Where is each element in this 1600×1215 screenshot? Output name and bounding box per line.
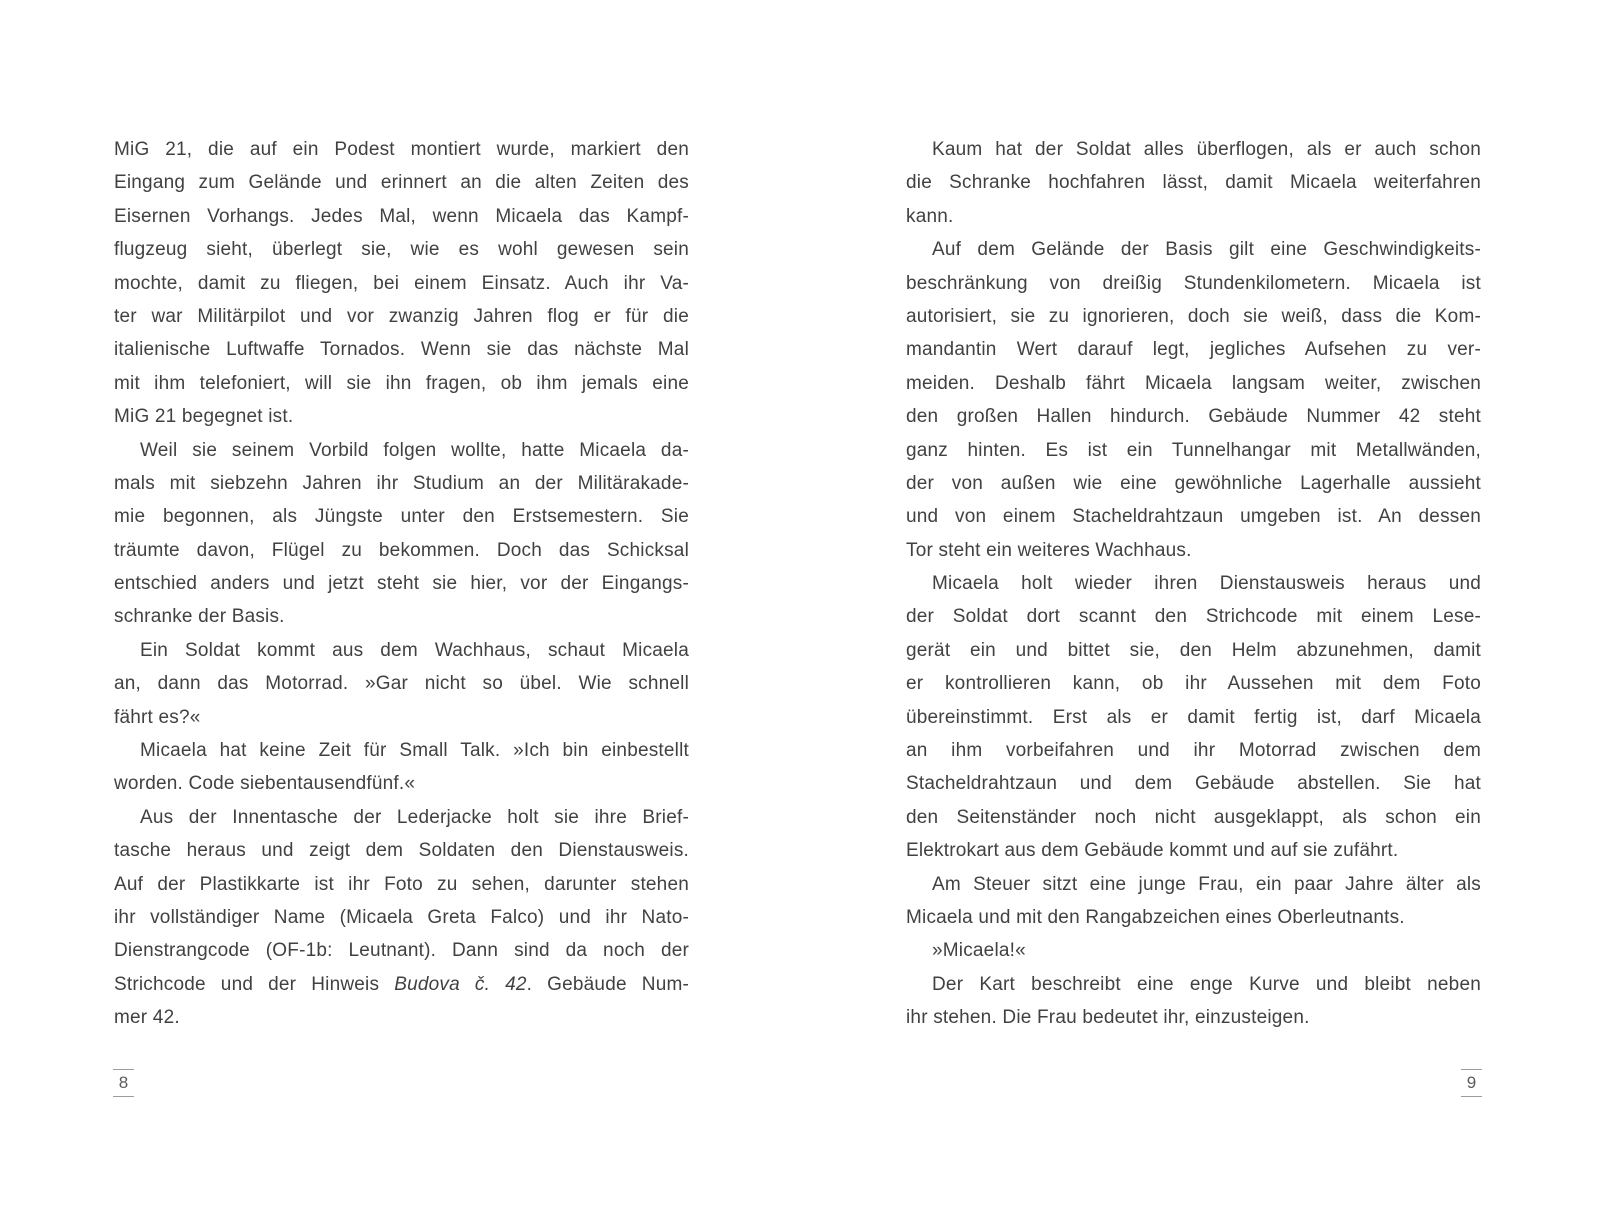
text-line: »Micaela!« xyxy=(932,940,1026,962)
right-page-number xyxy=(1461,1069,1482,1097)
text-line: Am Steuer sitzt eine junge Frau, ein paar Jahre älter als xyxy=(932,873,1481,895)
text-line: Tor steht ein weiteres Wachhaus. xyxy=(906,539,1192,561)
italic-text: Budova č. 42 xyxy=(394,973,527,995)
text-line: mochte, damit zu fliegen, bei einem Einsatz. Auch ihr Va- xyxy=(114,272,689,294)
text-line: MiG 21, die auf ein Podest montiert wurde, markiert den xyxy=(114,139,689,160)
text-line: mer 42. xyxy=(114,1007,180,1029)
text-line: ganz hinten. Es ist ein Tunnelhangar mit Metallwänden, xyxy=(906,439,1481,461)
text-line: ihr vollständiger Name (Micaela Greta Falco) und ihr Nato- xyxy=(114,906,689,928)
text-line: die Schranke hochfahren lässt, damit Micaela weiterfahren xyxy=(906,172,1481,194)
text-line: Eingang zum Gelände und erinnert an die alten Zeiten des xyxy=(114,172,689,194)
text-line: Micaela und mit den Rangabzeichen eines Oberleutnants. xyxy=(906,906,1405,928)
page-number-value: 9 xyxy=(1466,1073,1477,1092)
text-line: an ihm vorbeifahren und ihr Motorrad zwischen dem xyxy=(906,740,1481,762)
text-line: meiden. Deshalb fährt Micaela langsam weiter, zwischen xyxy=(906,372,1481,394)
text-line: an, dann das Motorrad. »Gar nicht so übel. Wie schnell xyxy=(114,673,689,695)
text-line: Strichcode und der Hinweis Budova č. 42. Gebäude Num- xyxy=(114,973,690,995)
text-line: Auf dem Gelände der Basis gilt eine Geschwindigkeits- xyxy=(932,239,1481,261)
text-line: mie begonnen, als Jüngste unter den Erstsemestern. Sie xyxy=(114,506,689,528)
text-line: beschränkung von dreißig Stundenkilometern. Micaela ist xyxy=(906,272,1481,294)
text-line: den Seitenständer noch nicht ausgeklappt, als schon ein xyxy=(906,806,1481,828)
text-line: schranke der Basis. xyxy=(114,606,285,628)
text-line: der von außen wie eine gewöhnliche Lagerhalle aussieht xyxy=(906,472,1481,494)
text-line: Elektrokart aus dem Gebäude kommt und auf sie zufährt. xyxy=(906,840,1399,862)
text-line: er kontrollieren kann, ob ihr Aussehen mit dem Foto xyxy=(906,673,1481,695)
text-line: und von einem Stacheldrahtzaun umgeben ist. An dessen xyxy=(906,506,1481,528)
text-line: den großen Hallen hindurch. Gebäude Nummer 42 steht xyxy=(906,406,1481,428)
text-line: der Soldat dort scannt den Strichcode mit einem Lese- xyxy=(906,606,1481,628)
text-line: ter war Militärpilot und vor zwanzig Jahren flog er für die xyxy=(114,305,689,327)
text-line: Auf der Plastikkarte ist ihr Foto zu sehen, darunter stehen xyxy=(114,873,689,895)
text-line: Eisernen Vorhangs. Jedes Mal, wenn Micaela das Kampf- xyxy=(114,205,689,227)
text-line: flugzeug sieht, überlegt sie, wie es wohl gewesen sein xyxy=(114,239,689,261)
text-line: worden. Code siebentausendfünf.« xyxy=(114,773,416,795)
text-line: italienische Luftwaffe Tornados. Wenn sie das nächste Mal xyxy=(114,339,689,361)
left-page-text xyxy=(114,133,689,1035)
text-line: Aus der Innentasche der Lederjacke holt sie ihre Brief- xyxy=(140,806,689,828)
text-line: Stacheldrahtzaun und dem Gebäude abstellen. Sie hat xyxy=(906,773,1481,795)
text-line: gerät ein und bittet sie, den Helm abzunehmen, damit xyxy=(906,639,1481,661)
text-line: Dienstrangcode (OF-1b: Leutnant). Dann sind da noch der xyxy=(114,940,689,962)
text-line: ihr stehen. Die Frau bedeutet ihr, einzusteigen. xyxy=(906,1007,1310,1029)
text-line: mals mit siebzehn Jahren ihr Studium an der Militärakade- xyxy=(114,472,689,494)
text-line: übereinstimmt. Erst als er damit fertig ist, darf Micaela xyxy=(906,706,1481,728)
text-line: tasche heraus und zeigt dem Soldaten den Dienstausweis. xyxy=(114,840,689,862)
text-line: autorisiert, sie zu ignorieren, doch sie weiß, dass die Kom- xyxy=(906,305,1481,327)
text-line: Ein Soldat kommt aus dem Wachhaus, schaut Micaela xyxy=(140,639,689,661)
text-line: mit ihm telefoniert, will sie ihn fragen, ob ihm jemals eine xyxy=(114,372,689,394)
text-line: Weil sie seinem Vorbild folgen wollte, hatte Micaela da- xyxy=(140,439,689,461)
text-line: mandantin Wert darauf legt, jegliches Aufsehen zu ver- xyxy=(906,339,1481,361)
text-line: kann. xyxy=(906,205,954,227)
right-page-text xyxy=(906,133,1481,1035)
page-number-value: 8 xyxy=(118,1073,129,1092)
text-line: Micaela hat keine Zeit für Small Talk. »Ich bin einbestellt xyxy=(140,740,689,762)
text-line: MiG 21 begegnet ist. xyxy=(114,406,294,428)
text-line: Micaela holt wieder ihren Dienstausweis heraus und xyxy=(932,573,1481,595)
left-page-number xyxy=(113,1069,134,1097)
text-line: entschied anders und jetzt steht sie hier, vor der Eingangs- xyxy=(114,573,689,595)
text-line: Der Kart beschreibt eine enge Kurve und bleibt neben xyxy=(932,973,1481,995)
text-line: Kaum hat der Soldat alles überflogen, als er auch schon xyxy=(932,139,1481,160)
text-line: träumte davon, Flügel zu bekommen. Doch das Schicksal xyxy=(114,539,689,561)
text-line: fährt es?« xyxy=(114,706,201,728)
